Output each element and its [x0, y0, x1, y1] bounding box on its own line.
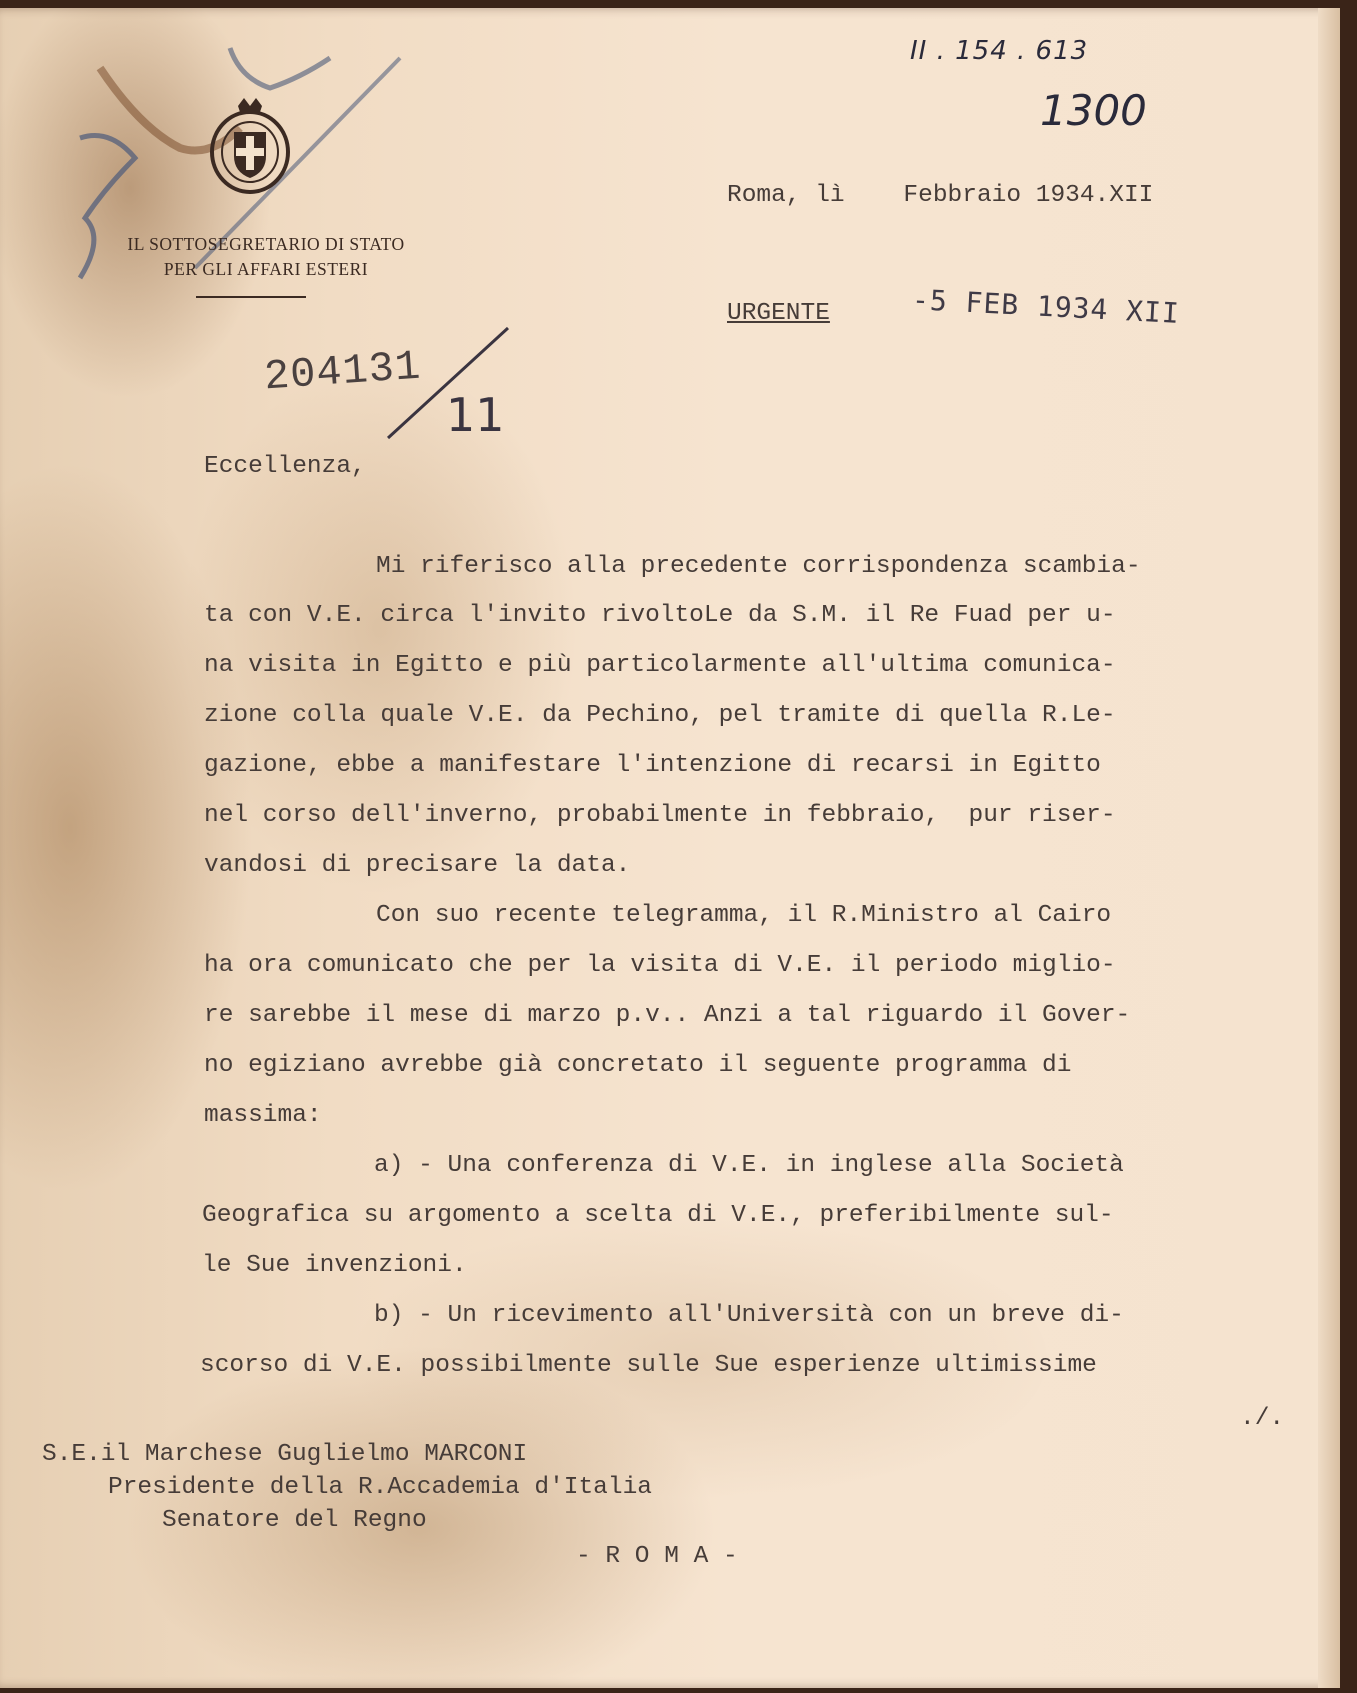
- letter-sheet: [0, 8, 1340, 1688]
- body-line: Geografica su argomento a scelta di V.E., preferibilmente sul-: [202, 1202, 1114, 1229]
- page-edge: [1318, 8, 1340, 1688]
- recipient-name: S.E.il Marchese Guglielmo MARCONI: [42, 1441, 528, 1468]
- body-line: re sarebbe il mese di marzo p.v.. Anzi a tal riguardo il Gover-: [204, 1002, 1131, 1029]
- body-line: na visita in Egitto e più particolarmente all'ultima comunica-: [204, 652, 1116, 679]
- recipient-title: Presidente della R.Accademia d'Italia: [108, 1474, 652, 1501]
- salutation: Eccellenza,: [204, 453, 366, 480]
- body-line: vandosi di precisare la data.: [204, 852, 631, 879]
- body-line: le Sue invenzioni.: [202, 1252, 467, 1279]
- body-line: no egiziano avrebbe già concretato il seguente programma di: [204, 1052, 1072, 1079]
- body-line: a) - Una conferenza di V.E. in inglese alla Società: [374, 1152, 1124, 1179]
- recipient-city: - R O M A -: [576, 1543, 738, 1570]
- continuation-mark: ./.: [1240, 1405, 1285, 1432]
- body-line: scorso di V.E. possibilmente sulle Sue esperienze ultimissime: [200, 1352, 1097, 1379]
- body-line: nel corso dell'inverno, probabilmente in febbraio, pur riser-: [204, 802, 1116, 829]
- letterhead-title: IL SOTTOSEGRETARIO DI STATO: [127, 234, 405, 254]
- coat-of-arms-emblem: [208, 96, 292, 196]
- recipient-title-2: Senatore del Regno: [162, 1507, 427, 1534]
- letterhead-rule: [196, 296, 306, 298]
- protocol-fraction: 11: [446, 388, 505, 442]
- body-line: Con suo recente telegramma, il R.Ministro al Cairo: [376, 902, 1112, 929]
- body-line: ta con V.E. circa l'invito rivoltoLe da S.M. il Re Fuad per u-: [204, 602, 1116, 629]
- body-line: massima:: [204, 1102, 322, 1129]
- body-line: gazione, ebbe a manifestare l'intenzione di recarsi in Egitto: [204, 752, 1101, 779]
- body-line: zione colla quale V.E. da Pechino, pel tramite di quella R.Le-: [204, 702, 1116, 729]
- handwritten-number: 1300: [1040, 86, 1147, 135]
- protocol-number-stamp: 204131: [262, 342, 423, 402]
- handwritten-reference: II . 154 . 613: [910, 36, 1089, 66]
- body-line: ha ora comunicato che per la visita di V.E. il periodo miglio-: [204, 952, 1116, 979]
- letterhead: [86, 232, 446, 298]
- body-line: b) - Un ricevimento all'Università con un breve di-: [374, 1302, 1124, 1329]
- received-date-stamp: -5 FEB 1934 XII: [911, 283, 1181, 330]
- date-line: Roma, lì Febbraio 1934.XII: [727, 182, 1154, 209]
- body-line: Mi riferisco alla precedente corrispondenza scambia-: [376, 553, 1141, 580]
- urgent-label: URGENTE: [727, 300, 830, 327]
- letterhead-subtitle: PER GLI AFFARI ESTERI: [163, 259, 369, 279]
